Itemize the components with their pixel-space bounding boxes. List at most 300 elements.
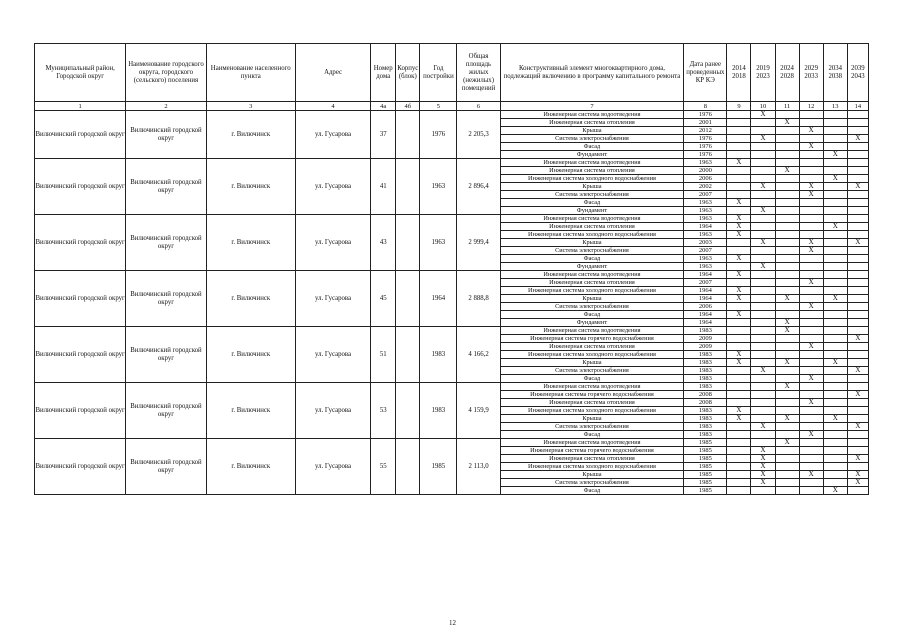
column-number-cell: 9 — [727, 102, 751, 111]
period-mark-cell — [775, 143, 799, 151]
period-mark-cell — [799, 231, 823, 239]
period-mark-cell — [775, 239, 799, 247]
period-mark-cell — [847, 447, 868, 455]
period-mark-cell: X — [751, 263, 775, 271]
period-mark-cell: X — [799, 127, 823, 135]
period-mark-cell: X — [727, 407, 751, 415]
period-mark-cell: X — [727, 159, 751, 167]
period-mark-cell — [751, 295, 775, 303]
column-number-cell: 4б — [396, 102, 420, 111]
previous-repair-date-cell: 1983 — [684, 359, 727, 367]
building-area-cell: 2 205,3 — [457, 111, 500, 159]
element-name-cell: Инженерная система отопления — [500, 343, 684, 351]
period-mark-cell — [775, 247, 799, 255]
previous-repair-date-cell: 1985 — [684, 479, 727, 487]
building-district-cell: Вилючинский городской округ — [35, 327, 126, 383]
period-mark-cell — [727, 423, 751, 431]
period-mark-cell: X — [847, 183, 868, 191]
period-mark-cell: X — [775, 415, 799, 423]
period-mark-cell: X — [847, 479, 868, 487]
building-locality-cell: г. Вилючинск — [206, 439, 295, 495]
period-mark-cell — [727, 343, 751, 351]
period-mark-cell: X — [799, 471, 823, 479]
period-mark-cell — [823, 447, 847, 455]
element-name-cell: Инженерная система горячего водоснабжения — [500, 391, 684, 399]
previous-repair-date-cell: 1976 — [684, 143, 727, 151]
period-mark-cell — [727, 119, 751, 127]
column-number-cell: 11 — [775, 102, 799, 111]
building-block-cell — [396, 383, 420, 439]
period-mark-cell — [823, 183, 847, 191]
period-mark-cell — [751, 127, 775, 135]
period-mark-cell — [799, 159, 823, 167]
period-mark-cell — [799, 455, 823, 463]
previous-repair-date-cell: 1963 — [684, 231, 727, 239]
element-name-cell: Система электроснабжения — [500, 303, 684, 311]
previous-repair-date-cell: 1983 — [684, 383, 727, 391]
previous-repair-date-cell: 1983 — [684, 327, 727, 335]
building-district-cell: Вилючинский городской округ — [35, 111, 126, 159]
period-mark-cell — [727, 263, 751, 271]
period-mark-cell — [823, 479, 847, 487]
period-mark-cell — [775, 399, 799, 407]
period-mark-cell — [823, 303, 847, 311]
period-mark-cell — [847, 167, 868, 175]
element-name-cell: Инженерная система горячего водоснабжения — [500, 447, 684, 455]
period-mark-cell — [751, 199, 775, 207]
period-mark-cell — [727, 391, 751, 399]
period-mark-cell — [799, 223, 823, 231]
building-block-cell — [396, 159, 420, 215]
building-block-cell — [396, 215, 420, 271]
element-name-cell: Инженерная система водоотведения — [500, 215, 684, 223]
period-mark-cell — [775, 423, 799, 431]
period-mark-cell — [727, 279, 751, 287]
table-header-row — [35, 44, 869, 102]
previous-repair-date-cell: 1964 — [684, 271, 727, 279]
element-name-cell: Фундамент — [500, 151, 684, 159]
period-mark-cell — [775, 151, 799, 159]
period-mark-cell — [751, 175, 775, 183]
period-mark-cell — [799, 215, 823, 223]
column-number-cell: 13 — [823, 102, 847, 111]
period-mark-cell — [847, 319, 868, 327]
column-number-cell: 14 — [847, 102, 868, 111]
period-mark-cell — [847, 143, 868, 151]
period-mark-cell — [799, 199, 823, 207]
previous-repair-date-cell: 2003 — [684, 239, 727, 247]
period-mark-cell: X — [847, 367, 868, 375]
period-mark-cell — [751, 255, 775, 263]
period-mark-cell: X — [727, 359, 751, 367]
period-mark-cell: X — [799, 239, 823, 247]
period-mark-cell — [799, 415, 823, 423]
element-name-cell: Инженерная система отопления — [500, 455, 684, 463]
period-mark-cell — [847, 343, 868, 351]
period-mark-cell — [823, 191, 847, 199]
period-mark-cell — [823, 215, 847, 223]
period-mark-cell: X — [751, 183, 775, 191]
element-name-cell: Инженерная система водоотведения — [500, 111, 684, 119]
period-mark-cell — [847, 415, 868, 423]
period-mark-cell — [847, 119, 868, 127]
period-mark-cell: X — [799, 191, 823, 199]
header-cell: Год постройки — [420, 44, 457, 102]
element-name-cell: Фасад — [500, 143, 684, 151]
period-mark-cell: X — [751, 479, 775, 487]
element-name-cell: Инженерная система горячего водоснабжения — [500, 335, 684, 343]
period-mark-cell — [775, 431, 799, 439]
period-mark-cell — [799, 351, 823, 359]
period-mark-cell: X — [751, 471, 775, 479]
column-number-cell: 7 — [500, 102, 684, 111]
element-name-cell: Инженерная система холодного водоснабжения — [500, 175, 684, 183]
element-name-cell: Инженерная система отопления — [500, 119, 684, 127]
page-number: 12 — [449, 619, 456, 627]
period-mark-cell — [775, 263, 799, 271]
previous-repair-date-cell: 2009 — [684, 335, 727, 343]
building-area-cell: 4 159,9 — [457, 383, 500, 439]
period-mark-cell — [727, 111, 751, 119]
period-mark-cell — [727, 399, 751, 407]
building-area-cell: 2 999,4 — [457, 215, 500, 271]
element-name-cell: Система электроснабжения — [500, 191, 684, 199]
period-mark-cell — [775, 175, 799, 183]
period-mark-cell — [751, 215, 775, 223]
period-mark-cell — [823, 143, 847, 151]
period-mark-cell — [751, 271, 775, 279]
period-mark-cell — [775, 135, 799, 143]
period-mark-cell — [727, 383, 751, 391]
period-mark-cell — [847, 231, 868, 239]
period-mark-cell — [727, 487, 751, 495]
building-year-cell: 1963 — [420, 215, 457, 271]
period-mark-cell — [799, 255, 823, 263]
period-mark-cell — [727, 167, 751, 175]
period-mark-cell — [775, 471, 799, 479]
period-mark-cell — [727, 439, 751, 447]
period-mark-cell — [751, 279, 775, 287]
building-settlement-cell: Вилючинский городской округ — [126, 439, 206, 495]
period-mark-cell — [775, 367, 799, 375]
period-mark-cell — [823, 431, 847, 439]
element-name-cell: Инженерная система водоотведения — [500, 327, 684, 335]
period-mark-cell — [847, 199, 868, 207]
header-cell: Муниципальный район, Городской округ — [35, 44, 126, 102]
header-cell: 2034 2038 — [823, 44, 847, 102]
table-row — [35, 111, 869, 119]
building-settlement-cell: Вилючинский городской округ — [126, 111, 206, 159]
period-mark-cell — [775, 191, 799, 199]
previous-repair-date-cell: 2012 — [684, 127, 727, 135]
period-mark-cell — [751, 327, 775, 335]
period-mark-cell: X — [727, 415, 751, 423]
period-mark-cell: X — [727, 271, 751, 279]
period-mark-cell — [799, 487, 823, 495]
building-locality-cell: г. Вилючинск — [206, 111, 295, 159]
element-name-cell: Инженерная система водоотведения — [500, 439, 684, 447]
period-mark-cell — [775, 447, 799, 455]
period-mark-cell — [799, 175, 823, 183]
period-mark-cell — [775, 183, 799, 191]
period-mark-cell — [775, 287, 799, 295]
period-mark-cell — [751, 311, 775, 319]
period-mark-cell — [751, 399, 775, 407]
previous-repair-date-cell: 1976 — [684, 111, 727, 119]
period-mark-cell — [799, 439, 823, 447]
period-mark-cell — [751, 487, 775, 495]
period-mark-cell — [727, 367, 751, 375]
period-mark-cell — [775, 111, 799, 119]
previous-repair-date-cell: 2009 — [684, 343, 727, 351]
period-mark-cell — [847, 175, 868, 183]
period-mark-cell — [823, 375, 847, 383]
previous-repair-date-cell: 1964 — [684, 287, 727, 295]
building-district-cell: Вилючинский городской округ — [35, 439, 126, 495]
period-mark-cell — [751, 407, 775, 415]
period-mark-cell — [847, 207, 868, 215]
period-mark-cell — [727, 143, 751, 151]
table-row — [35, 159, 869, 167]
period-mark-cell — [727, 135, 751, 143]
period-mark-cell — [727, 479, 751, 487]
period-mark-cell — [847, 151, 868, 159]
column-number-cell: 5 — [420, 102, 457, 111]
element-name-cell: Инженерная система холодного водоснабжения — [500, 351, 684, 359]
period-mark-cell — [751, 159, 775, 167]
previous-repair-date-cell: 1963 — [684, 207, 727, 215]
building-area-cell: 2 113,0 — [457, 439, 500, 495]
header-cell: Наименование населенного пункта — [206, 44, 295, 102]
period-mark-cell: X — [823, 487, 847, 495]
period-mark-cell — [847, 287, 868, 295]
building-street-cell: ул. Гусарова — [295, 271, 370, 327]
period-mark-cell — [823, 335, 847, 343]
period-mark-cell — [727, 375, 751, 383]
building-locality-cell: г. Вилючинск — [206, 215, 295, 271]
element-name-cell: Инженерная система отопления — [500, 167, 684, 175]
period-mark-cell — [799, 383, 823, 391]
building-house-cell: 37 — [371, 111, 396, 159]
period-mark-cell — [799, 271, 823, 279]
period-mark-cell — [775, 207, 799, 215]
element-name-cell: Крыша — [500, 415, 684, 423]
previous-repair-date-cell: 1985 — [684, 463, 727, 471]
previous-repair-date-cell: 1963 — [684, 159, 727, 167]
period-mark-cell — [823, 199, 847, 207]
previous-repair-date-cell: 1983 — [684, 367, 727, 375]
period-mark-cell: X — [751, 455, 775, 463]
element-name-cell: Система электроснабжения — [500, 479, 684, 487]
period-mark-cell: X — [727, 199, 751, 207]
period-mark-cell — [775, 311, 799, 319]
building-locality-cell: г. Вилючинск — [206, 271, 295, 327]
period-mark-cell — [775, 255, 799, 263]
period-mark-cell — [799, 151, 823, 159]
previous-repair-date-cell: 2007 — [684, 279, 727, 287]
building-year-cell: 1976 — [420, 111, 457, 159]
period-mark-cell: X — [751, 135, 775, 143]
period-mark-cell — [775, 159, 799, 167]
building-street-cell: ул. Гусарова — [295, 439, 370, 495]
building-district-cell: Вилючинский городской округ — [35, 215, 126, 271]
period-mark-cell — [751, 247, 775, 255]
period-mark-cell — [799, 135, 823, 143]
element-name-cell: Фасад — [500, 375, 684, 383]
building-street-cell: ул. Гусарова — [295, 215, 370, 271]
previous-repair-date-cell: 1985 — [684, 455, 727, 463]
period-mark-cell — [799, 111, 823, 119]
header-cell: Общая площадь жилых (нежилых) помещений — [457, 44, 500, 102]
period-mark-cell — [823, 255, 847, 263]
period-mark-cell — [727, 239, 751, 247]
period-mark-cell — [799, 479, 823, 487]
column-number-cell: 8 — [684, 102, 727, 111]
building-street-cell: ул. Гусарова — [295, 159, 370, 215]
header-cell: 2024 2028 — [775, 44, 799, 102]
period-mark-cell — [727, 319, 751, 327]
period-mark-cell — [823, 319, 847, 327]
period-mark-cell — [847, 359, 868, 367]
period-mark-cell: X — [799, 303, 823, 311]
element-name-cell: Система электроснабжения — [500, 135, 684, 143]
column-number-cell: 10 — [751, 102, 775, 111]
period-mark-cell — [823, 119, 847, 127]
period-mark-cell — [751, 143, 775, 151]
element-name-cell: Инженерная система холодного водоснабжения — [500, 287, 684, 295]
period-mark-cell — [751, 415, 775, 423]
period-mark-cell: X — [727, 287, 751, 295]
period-mark-cell — [751, 223, 775, 231]
period-mark-cell — [847, 223, 868, 231]
building-area-cell: 2 896,4 — [457, 159, 500, 215]
period-mark-cell — [751, 303, 775, 311]
period-mark-cell — [751, 231, 775, 239]
building-settlement-cell: Вилючинский городской округ — [126, 383, 206, 439]
period-mark-cell — [727, 191, 751, 199]
building-year-cell: 1964 — [420, 271, 457, 327]
period-mark-cell — [775, 479, 799, 487]
period-mark-cell — [823, 423, 847, 431]
building-street-cell: ул. Гусарова — [295, 327, 370, 383]
period-mark-cell — [799, 407, 823, 415]
element-name-cell: Инженерная система водоотведения — [500, 271, 684, 279]
period-mark-cell — [823, 247, 847, 255]
period-mark-cell — [823, 271, 847, 279]
period-mark-cell — [823, 407, 847, 415]
building-settlement-cell: Вилючинский городской округ — [126, 271, 206, 327]
period-mark-cell — [751, 439, 775, 447]
period-mark-cell — [727, 303, 751, 311]
period-mark-cell — [799, 359, 823, 367]
period-mark-cell — [799, 167, 823, 175]
previous-repair-date-cell: 1983 — [684, 375, 727, 383]
building-house-cell: 41 — [371, 159, 396, 215]
table-row — [35, 383, 869, 391]
period-mark-cell — [727, 471, 751, 479]
period-mark-cell — [751, 151, 775, 159]
building-year-cell: 1983 — [420, 327, 457, 383]
building-house-cell: 55 — [371, 439, 396, 495]
table-body — [35, 111, 869, 495]
period-mark-cell — [799, 463, 823, 471]
previous-repair-date-cell: 2007 — [684, 191, 727, 199]
period-mark-cell — [799, 367, 823, 375]
period-mark-cell: X — [775, 383, 799, 391]
period-mark-cell — [847, 487, 868, 495]
period-mark-cell — [775, 463, 799, 471]
building-house-cell: 43 — [371, 215, 396, 271]
previous-repair-date-cell: 2006 — [684, 175, 727, 183]
period-mark-cell — [823, 263, 847, 271]
column-number-row — [35, 102, 869, 111]
element-name-cell: Крыша — [500, 183, 684, 191]
period-mark-cell — [727, 183, 751, 191]
header-cell: 2014 2018 — [727, 44, 751, 102]
building-locality-cell: г. Вилючинск — [206, 383, 295, 439]
period-mark-cell — [823, 383, 847, 391]
previous-repair-date-cell: 1983 — [684, 431, 727, 439]
previous-repair-date-cell: 2008 — [684, 391, 727, 399]
previous-repair-date-cell: 1985 — [684, 439, 727, 447]
previous-repair-date-cell: 1963 — [684, 199, 727, 207]
period-mark-cell — [847, 383, 868, 391]
period-mark-cell — [775, 271, 799, 279]
period-mark-cell — [751, 191, 775, 199]
period-mark-cell — [775, 343, 799, 351]
period-mark-cell — [775, 487, 799, 495]
period-mark-cell — [751, 375, 775, 383]
column-number-cell: 6 — [457, 102, 500, 111]
previous-repair-date-cell: 1963 — [684, 263, 727, 271]
period-mark-cell: X — [727, 255, 751, 263]
period-mark-cell — [847, 111, 868, 119]
period-mark-cell: X — [751, 423, 775, 431]
period-mark-cell: X — [751, 207, 775, 215]
building-block-cell — [396, 327, 420, 383]
element-name-cell: Фасад — [500, 199, 684, 207]
period-mark-cell — [847, 127, 868, 135]
previous-repair-date-cell: 2008 — [684, 399, 727, 407]
building-locality-cell: г. Вилючинск — [206, 159, 295, 215]
period-mark-cell — [775, 407, 799, 415]
period-mark-cell: X — [775, 327, 799, 335]
period-mark-cell — [775, 215, 799, 223]
header-cell: 2029 2033 — [799, 44, 823, 102]
element-name-cell: Инженерная система отопления — [500, 279, 684, 287]
period-mark-cell — [727, 447, 751, 455]
header-cell: 2019 2023 — [751, 44, 775, 102]
period-mark-cell: X — [823, 295, 847, 303]
period-mark-cell — [847, 255, 868, 263]
period-mark-cell — [799, 327, 823, 335]
building-house-cell: 51 — [371, 327, 396, 383]
building-block-cell — [396, 439, 420, 495]
period-mark-cell — [823, 127, 847, 135]
period-mark-cell — [751, 359, 775, 367]
period-mark-cell: X — [751, 463, 775, 471]
column-number-cell: 3 — [206, 102, 295, 111]
previous-repair-date-cell: 1983 — [684, 407, 727, 415]
period-mark-cell — [847, 191, 868, 199]
table-row — [35, 215, 869, 223]
column-number-cell: 12 — [799, 102, 823, 111]
element-name-cell: Система электроснабжения — [500, 247, 684, 255]
period-mark-cell — [847, 279, 868, 287]
previous-repair-date-cell: 2007 — [684, 247, 727, 255]
period-mark-cell — [799, 119, 823, 127]
period-mark-cell — [775, 303, 799, 311]
